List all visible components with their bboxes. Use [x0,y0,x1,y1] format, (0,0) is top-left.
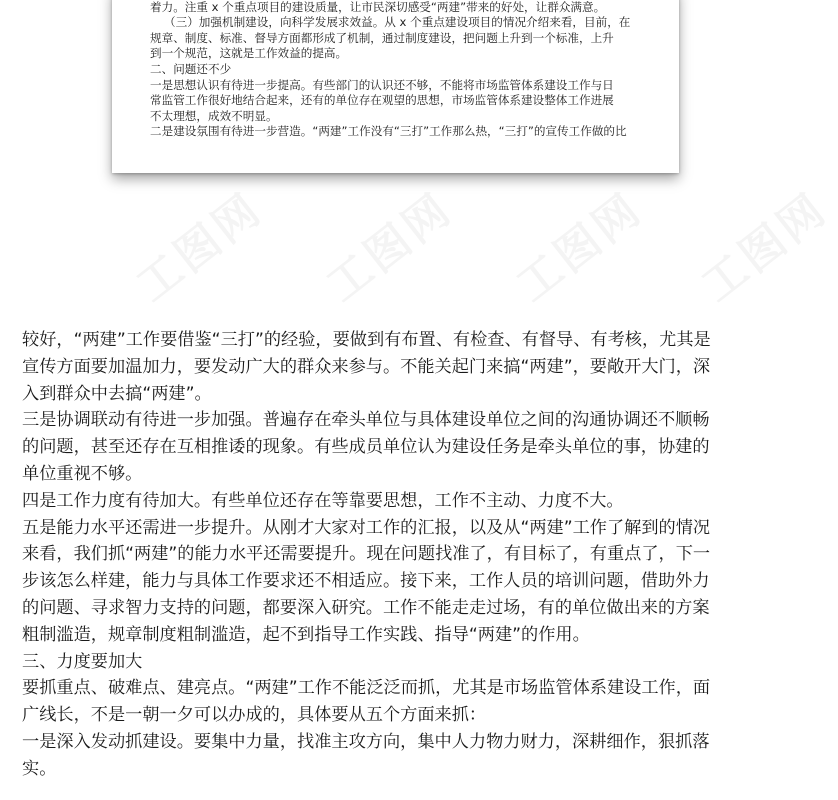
body-line: 一是深入发动抓建设。要集中力量，找准主攻方向，集中人力物力财力，深耕细作，狠抓落 [22,731,710,752]
thumbnail-line: 常监管工作很好地结合起来，还有的单位存在观望的思想，市场监管体系建设整体工作进展 [150,93,614,108]
watermark: 工图网 [692,183,838,312]
document-preview-area [0,0,838,320]
body-line: 步该怎么样建，能力与具体工作要求还不相适应。接下来，工作人员的培训问题，借助外力 [22,571,710,592]
body-line: 的问题、寻求智力支持的问题，都要深入研究。工作不能走走过场，有的单位做出来的方案 [22,597,710,618]
thumbnail-line: （三）加强机制建设，向科学发展求效益。从 x 个重点建设项目的情况介绍来看，目前，在 [164,15,631,30]
watermark: 工图网 [507,183,653,312]
thumbnail-heading: 二、问题还不少 [150,61,232,76]
body-line: 来看，我们抓“两建”的能力水平还需要提升。现在问题找准了，有目标了，有重点了，下一 [22,544,711,565]
document-body-text [22,327,778,783]
body-line: 五是能力水平还需进一步提升。从刚才大家对工作的汇报，以及从“两建”工作了解到的情况 [22,517,711,538]
body-line: 三是协调联动有待进一步加强。普遍存在牵头单位与具体建设单位之间的沟通协调还不顺畅 [22,410,710,431]
watermark: 工图网 [127,183,273,312]
body-line: 较好，“两建”工作要借鉴“三打”的经验，要做到有布置、有检查、有督导、有考核，尤其是 [22,330,711,350]
thumbnail-line: 规章、制度、标准、督导方面都形成了机制，通过制度建设，把问题上升到一个标准，上升 [150,30,614,45]
body-line: 宣传方面要加温加力，要发动广大的群众来参与。不能关起门来搞“两建”，要敞开大门，深 [22,356,711,377]
body-line: 实。 [22,758,57,779]
thumbnail-line: 到一个规范，这就是工作效益的提高。 [150,46,348,61]
section-heading: 三、力度要加大 [22,651,143,672]
body-line: 粗制滥造，规章制度粗制滥造，起不到指导工作实践、指导“两建”的作用。 [22,624,590,645]
thumbnail-line: 一是思想认识有待进一步提高。有些部门的认识还不够，不能将市场监管体系建设工作与日 [150,77,614,92]
body-line: 单位重视不够。 [22,463,143,484]
body-line: 的问题，甚至还存在互相推诿的现象。有些成员单位认为建设任务是牵头单位的事，协建的 [22,437,710,458]
thumbnail-line: 着力。注重 x 个重点项目的建设质量，让市民深切感受“两建”带来的好处，让群众满意。 [150,0,606,14]
watermark: 工图网 [317,183,463,312]
document-page-thumbnail [112,0,679,173]
thumbnail-line: 不太理想，成效不明显。 [150,108,278,123]
thumbnail-line: 二是建设氛围有待进一步营造。“两建”工作没有“三打”工作那么热，“三打”的宣传工作做的比 [150,124,627,139]
body-line: 广线长，不是一朝一夕可以办成的，具体要从五个方面来抓： [22,705,487,726]
body-line: 入到群众中去搞“两建”。 [22,383,212,404]
page-thumbnail-text [150,0,661,140]
body-line: 要抓重点、破难点、建亮点。“两建”工作不能泛泛而抓，尤其是市场监管体系建设工作，面 [22,678,711,699]
body-line: 四是工作力度有待加大。有些单位还存在等靠要思想，工作不主动、力度不大。 [22,490,624,511]
